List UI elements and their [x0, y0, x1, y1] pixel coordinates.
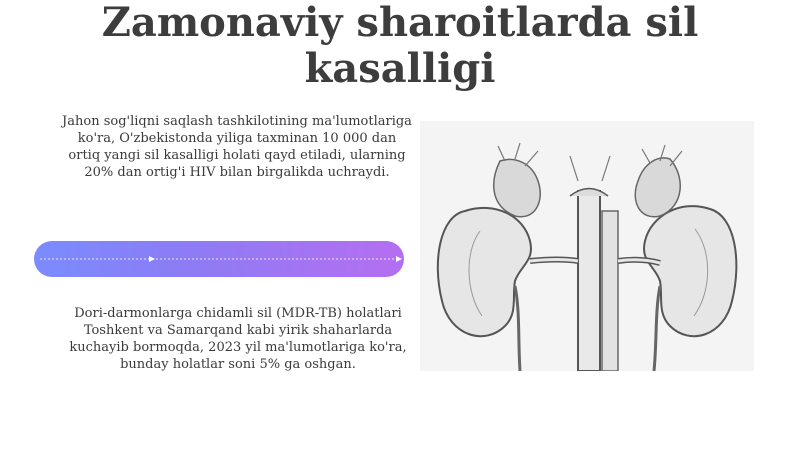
kidneys-illustration	[420, 121, 754, 371]
intro-paragraph: Jahon sog'liqni saqlash tashkilotining ma'lumotlariga ko'ra, O'zbekistonda yiliga taxminan 10 000 dan ortiq yangi sil kasalligi holati qayd etiladi, ularning 20% dan ortig'i HIV bilan birgalikda uchraydi.	[62, 114, 412, 180]
kidneys-image	[420, 121, 754, 371]
decorative-gradient-bar	[34, 241, 404, 277]
page-title: Zamonaviy sharoitlarda sil kasalligi	[101, 0, 699, 92]
mdr-tb-paragraph: Dori-darmonlarga chidamli sil (MDR-TB) holatlari Toshkent va Samarqand kabi yirik shaharlarda kuchayib bormoqda, 2023 yil ma'lumotlariga ko'ra, bunday holatlar soni 5% ga oshgan.	[69, 306, 407, 372]
arrow-line-icon	[34, 241, 404, 277]
